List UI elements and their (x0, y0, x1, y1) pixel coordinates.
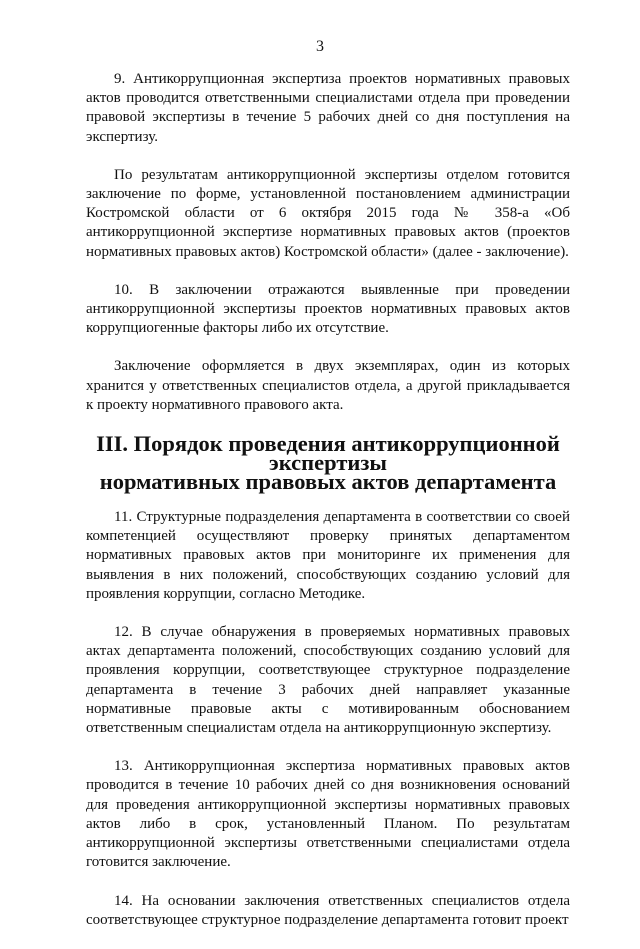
section-heading-line-1: III. Порядок проведения антикоррупционной экспертизы (96, 431, 560, 476)
paragraph-14: 14. На основании заключения ответственных специалистов отдела соответствующее структурное подразделение департамента готовит проект (86, 892, 570, 928)
document-body (86, 70, 570, 949)
page-number: 3 (316, 38, 324, 55)
paragraph-10: 10. В заключении отражаются выявленные при проведении антикоррупционной экспертизы проектов нормативных правовых актов коррупциогенные факторы либо их отсутствие. (86, 281, 570, 337)
section-heading-line-2: нормативных правовых актов департамента (99, 469, 557, 495)
paragraph-12: 12. В случае обнаружения в проверяемых нормативных правовых актах департамента положений, способствующих созданию условий для проявления коррупции, соответствующее структурное подразделение департамента в течение 3 рабочих дней направляет указанные нормативные правовые акты с мотивированным обоснованием ответственным специалистам отдела на антикоррупционную экспертизу. (86, 624, 570, 737)
paragraph-conclusion-copies: Заключение оформляется в двух экземплярах, один из которых хранится у ответственных специалистов отдела, а другой прикладывается к проекту нормативного правового акта. (86, 358, 570, 413)
paragraph-13: 13. Антикоррупционная экспертиза нормативных правовых актов проводится в течение 10 рабочих дней со дня возникновения оснований для проведения антикоррупционной экспертизы нормативных правовых актов либо в срок, установленный Планом. По результатам антикоррупционной экспертизы ответственными специалистами отдела готовится заключение. (86, 758, 570, 871)
paragraph-11: 11. Структурные подразделения департамента в соответствии со своей компетенцией осуществляют проверку принятых департаментом нормативных правовых актов при мониторинге их применения для выявления в них положений, способствующих созданию условий для проявления коррупции, согласно Методике. (86, 509, 570, 602)
section-heading (86, 431, 570, 495)
paragraph-conclusion-form: По результатам антикоррупционной экспертизы отделом готовится заключение по форме, установленной постановлением администрации Костромской области от 6 октября 2015 года № 358-а «Об антикоррупционной экспертизе нормативных правовых актов (проектов нормативных правовых актов) Костромской области» (далее - заключение). (86, 166, 570, 260)
paragraph-9: 9. Антикоррупционная экспертиза проектов нормативных правовых актов проводится ответственными специалистами отдела при проведении правовой экспертизы в течение 5 рабочих дней со дня поступления на экспертизу. (86, 71, 570, 145)
